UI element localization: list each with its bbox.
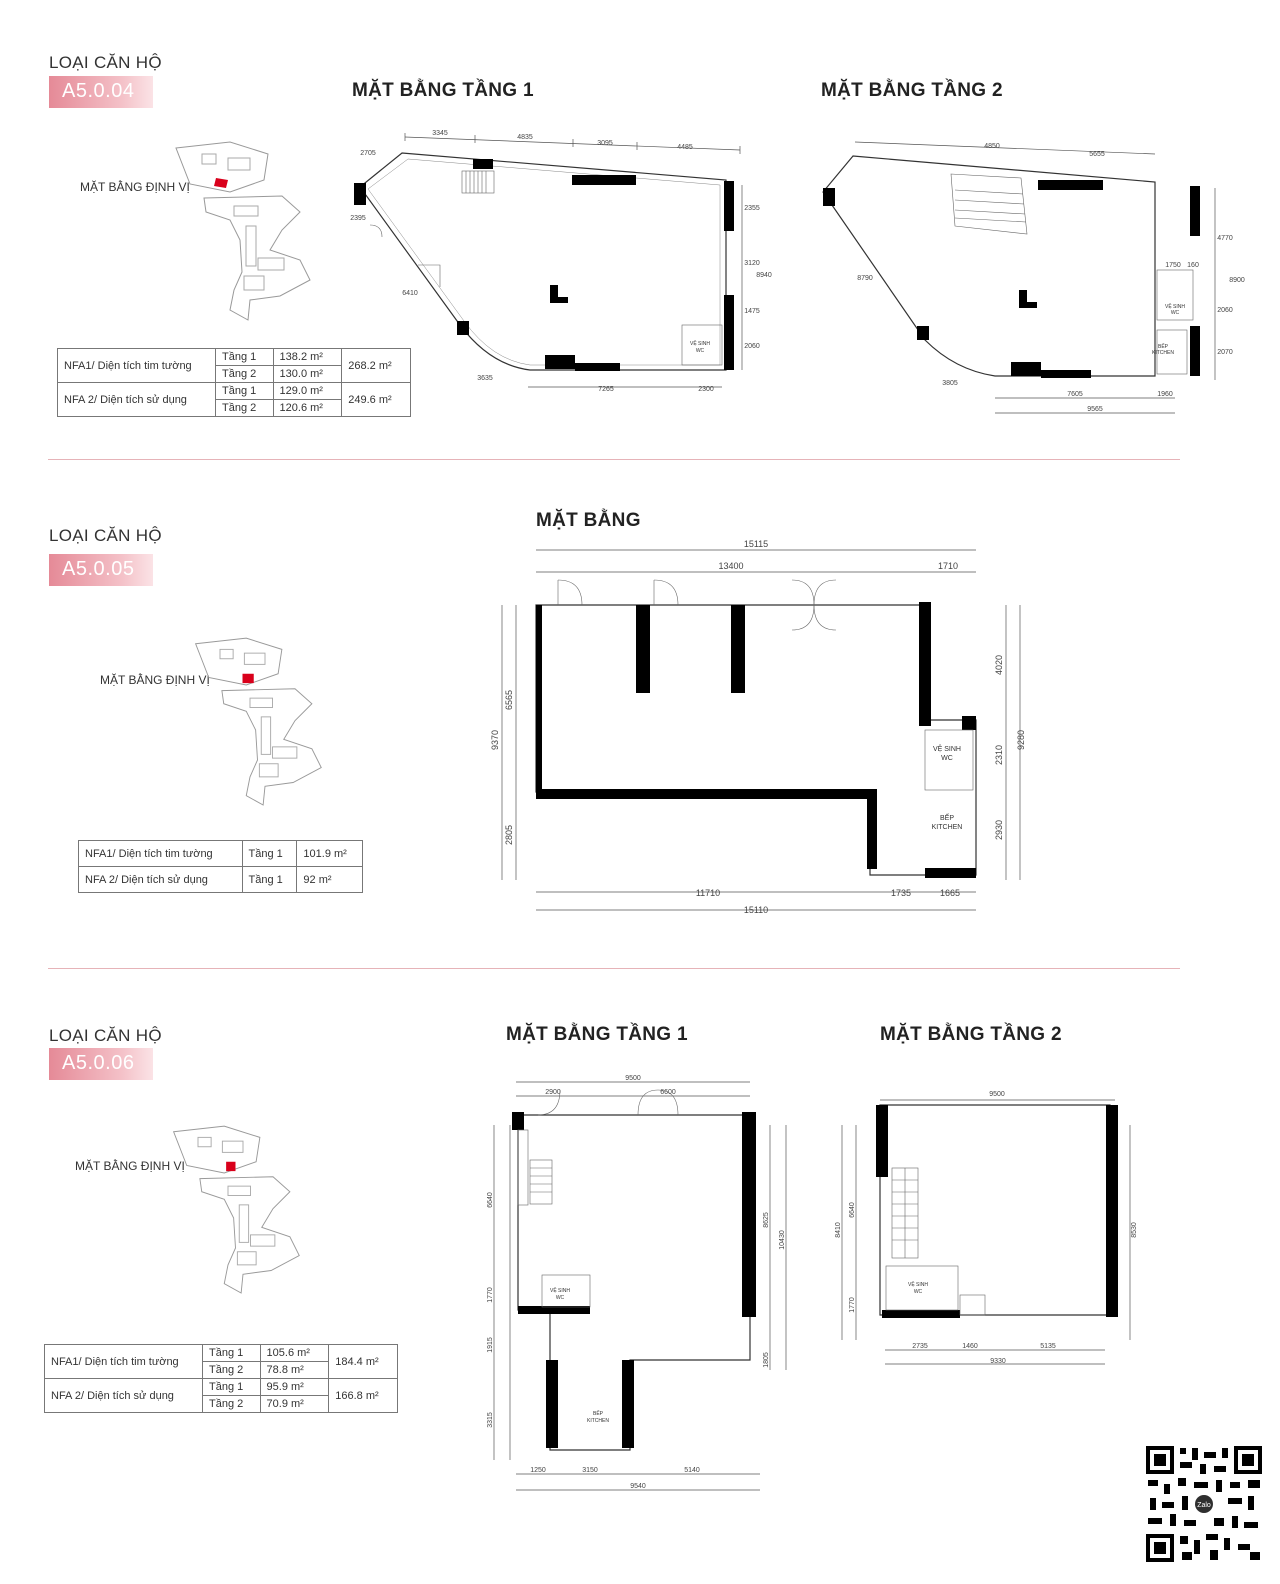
- section-label: LOẠI CĂN HỘ: [49, 526, 162, 545]
- dim-label: 1250: [530, 1467, 546, 1474]
- dim-label: 1960: [1157, 391, 1173, 398]
- unit-section-a5-0-04: [0, 0, 1280, 470]
- dim-label: 11710: [695, 888, 721, 898]
- unit-code-badge: A5.0.04: [49, 76, 153, 108]
- dim-label: 6640: [849, 1202, 856, 1218]
- kitchen-label: BẾP: [1157, 344, 1169, 350]
- area-total: 184.4 m²: [329, 1345, 398, 1379]
- kitchen-label: BẾP: [592, 1411, 604, 1417]
- dim-label: 1735: [890, 888, 912, 898]
- area-total: 268.2 m²: [342, 349, 411, 383]
- dim-label: 5135: [1040, 1343, 1056, 1350]
- wc-label: WC: [941, 755, 953, 762]
- dim-label: 10430: [779, 1230, 786, 1250]
- dim-label: 2930: [994, 819, 1004, 841]
- dim-label: 2300: [698, 386, 714, 393]
- floor-label: Tầng 1: [216, 349, 274, 366]
- dim-label: 4485: [677, 144, 693, 151]
- locator-label: MẶT BẰNG ĐỊNH VỊ: [75, 1159, 185, 1173]
- dim-label: 1805: [763, 1352, 770, 1368]
- dim-label: 5140: [684, 1467, 700, 1474]
- dim-label: 6565: [504, 689, 514, 711]
- dim-label: 3635: [477, 375, 493, 382]
- dim-label: 3120: [744, 260, 760, 267]
- area-value: 92 m²: [297, 867, 363, 893]
- dim-label: 9500: [625, 1075, 641, 1082]
- locator-label: MẶT BẰNG ĐỊNH VỊ: [80, 180, 190, 194]
- dim-label: 3150: [582, 1467, 598, 1474]
- floor-plan-a5-0-04-f1: [330, 125, 770, 405]
- dim-label: 2395: [350, 215, 366, 222]
- locator-map: [190, 630, 340, 830]
- wc-label: VỆ SINH: [907, 1282, 929, 1288]
- area-table: [78, 840, 363, 893]
- floor-plan-a5-0-05: [480, 530, 1040, 920]
- dim-label: 4835: [517, 134, 533, 141]
- area-value: 130.0 m²: [273, 366, 342, 383]
- area-value: 129.0 m²: [273, 383, 342, 400]
- dim-label: 1915: [487, 1337, 494, 1353]
- dim-label: 8940: [756, 272, 772, 279]
- qr-code-icon[interactable]: [1144, 1444, 1264, 1564]
- dim-label: 9540: [630, 1483, 646, 1490]
- kitchen-label: KITCHEN: [587, 1418, 609, 1424]
- locator-highlight: [214, 178, 228, 188]
- dim-label: 1770: [849, 1297, 856, 1313]
- floor-label: Tầng 1: [216, 383, 274, 400]
- dim-label: 8790: [857, 275, 873, 282]
- floor-label: Tầng 1: [242, 841, 297, 867]
- locator-map: [170, 140, 330, 340]
- dim-label: 2070: [1217, 349, 1233, 356]
- dim-label: 2060: [1217, 307, 1233, 314]
- kitchen-label: KITCHEN: [1152, 350, 1174, 356]
- dim-label: 3095: [597, 140, 613, 147]
- section-divider: [48, 968, 1180, 969]
- dim-label: 9280: [1016, 729, 1026, 751]
- unit-section-a5-0-06: [0, 980, 1280, 1584]
- dim-label: 7265: [598, 386, 614, 393]
- dim-label: 5655: [1089, 151, 1105, 158]
- dim-label: 2735: [912, 1343, 928, 1350]
- wc-label: VỆ SINH: [689, 341, 711, 347]
- area-value: 101.9 m²: [297, 841, 363, 867]
- area-value: 105.6 m²: [260, 1345, 329, 1362]
- nfa2-label: NFA 2/ Diện tích sử dụng: [45, 1379, 203, 1413]
- wc-label: WC: [555, 1295, 565, 1301]
- plan-title-floor-2: MẶT BẰNG TẦNG 2: [821, 80, 1003, 101]
- dim-label: 4020: [994, 654, 1004, 676]
- dim-label: 1665: [939, 888, 961, 898]
- dim-label: 8410: [835, 1222, 842, 1238]
- floor-label: Tầng 2: [203, 1396, 261, 1413]
- dim-label: 2805: [504, 824, 514, 846]
- dim-label: 9330: [990, 1358, 1006, 1365]
- kitchen-label: BẾP: [939, 815, 955, 822]
- dim-label: 3315: [487, 1412, 494, 1428]
- floor-label: Tầng 1: [203, 1379, 261, 1396]
- area-value: 138.2 m²: [273, 349, 342, 366]
- area-total: 166.8 m²: [329, 1379, 398, 1413]
- locator-map: [168, 1118, 318, 1318]
- plan-title-floor-1: MẶT BẰNG TẦNG 1: [352, 80, 534, 101]
- area-value: 70.9 m²: [260, 1396, 329, 1413]
- section-divider: [48, 459, 1180, 460]
- wc-label: WC: [913, 1289, 923, 1295]
- wc-label: WC: [695, 348, 705, 354]
- area-value: 78.8 m²: [260, 1362, 329, 1379]
- floor-label: Tầng 2: [203, 1362, 261, 1379]
- nfa1-label: NFA1/ Diện tích tim tường: [79, 841, 243, 867]
- dim-label: 2060: [744, 343, 760, 350]
- wc-label: VỆ SINH: [932, 746, 962, 753]
- nfa1-label: NFA1/ Diện tích tim tường: [58, 349, 216, 383]
- dim-label: 4770: [1217, 235, 1233, 242]
- dim-label: 1460: [962, 1343, 978, 1350]
- nfa1-label: NFA1/ Diện tích tim tường: [45, 1345, 203, 1379]
- wc-label: VỆ SINH: [549, 1288, 571, 1294]
- floor-plan-a5-0-06-f1: [480, 1070, 800, 1510]
- dim-label: 15115: [743, 539, 769, 549]
- dim-label: 3805: [942, 380, 958, 387]
- section-label: LOẠI CĂN HỘ: [49, 53, 162, 72]
- dim-label: 2355: [744, 205, 760, 212]
- area-table: [44, 1344, 398, 1413]
- wc-label: VỆ SINH: [1164, 304, 1186, 310]
- dim-label: 2310: [994, 744, 1004, 766]
- floor-plan-a5-0-06-f2: [830, 1080, 1150, 1390]
- dim-label: 6640: [487, 1192, 494, 1208]
- dim-label: 2705: [360, 150, 376, 157]
- dim-label: 7605: [1067, 391, 1083, 398]
- floor-label: Tầng 1: [242, 867, 297, 893]
- unit-section-a5-0-05: [0, 470, 1280, 970]
- dim-label: 1770: [487, 1287, 494, 1303]
- dim-label: 1475: [744, 308, 760, 315]
- dim-label: 13400: [718, 561, 744, 571]
- dim-label: 8900: [1229, 277, 1245, 284]
- unit-code-badge: A5.0.05: [49, 554, 153, 586]
- floor-label: Tầng 1: [203, 1345, 261, 1362]
- floor-plan-a5-0-04-f2: [795, 130, 1245, 420]
- qr-badge: Zalo: [1197, 1502, 1211, 1509]
- dim-label: 160: [1187, 262, 1199, 269]
- plan-title-floor-1: MẶT BẰNG TẦNG 1: [506, 1024, 688, 1045]
- dim-label: 9565: [1087, 406, 1103, 413]
- area-value: 120.6 m²: [273, 400, 342, 417]
- dim-label: 9500: [989, 1091, 1005, 1098]
- floor-label: Tầng 2: [216, 400, 274, 417]
- locator-highlight: [226, 1162, 235, 1171]
- dim-label: 3345: [432, 130, 448, 137]
- dim-label: 9370: [490, 729, 500, 751]
- dim-label: 2900: [545, 1089, 561, 1096]
- dim-label: 1750: [1165, 262, 1181, 269]
- locator-label: MẶT BẰNG ĐỊNH VỊ: [100, 673, 210, 687]
- area-value: 95.9 m²: [260, 1379, 329, 1396]
- area-total: 249.6 m²: [342, 383, 411, 417]
- dim-label: 15110: [743, 905, 769, 915]
- nfa2-label: NFA 2/ Diện tích sử dụng: [58, 383, 216, 417]
- section-label: LOẠI CĂN HỘ: [49, 1026, 162, 1045]
- dim-label: 8530: [1131, 1222, 1138, 1238]
- kitchen-label: KITCHEN: [931, 824, 963, 831]
- unit-code-badge: A5.0.06: [49, 1048, 153, 1080]
- locator-highlight: [243, 674, 254, 683]
- plan-title: MẶT BẰNG: [536, 510, 641, 531]
- wc-label: WC: [1170, 310, 1180, 316]
- dim-label: 6410: [402, 290, 418, 297]
- dim-label: 1710: [937, 561, 959, 571]
- floor-label: Tầng 2: [216, 366, 274, 383]
- nfa2-label: NFA 2/ Diện tích sử dụng: [79, 867, 243, 893]
- dim-label: 4850: [984, 143, 1000, 150]
- dim-label: 8625: [763, 1212, 770, 1228]
- dim-label: 6600: [660, 1089, 676, 1096]
- plan-title-floor-2: MẶT BẰNG TẦNG 2: [880, 1024, 1062, 1045]
